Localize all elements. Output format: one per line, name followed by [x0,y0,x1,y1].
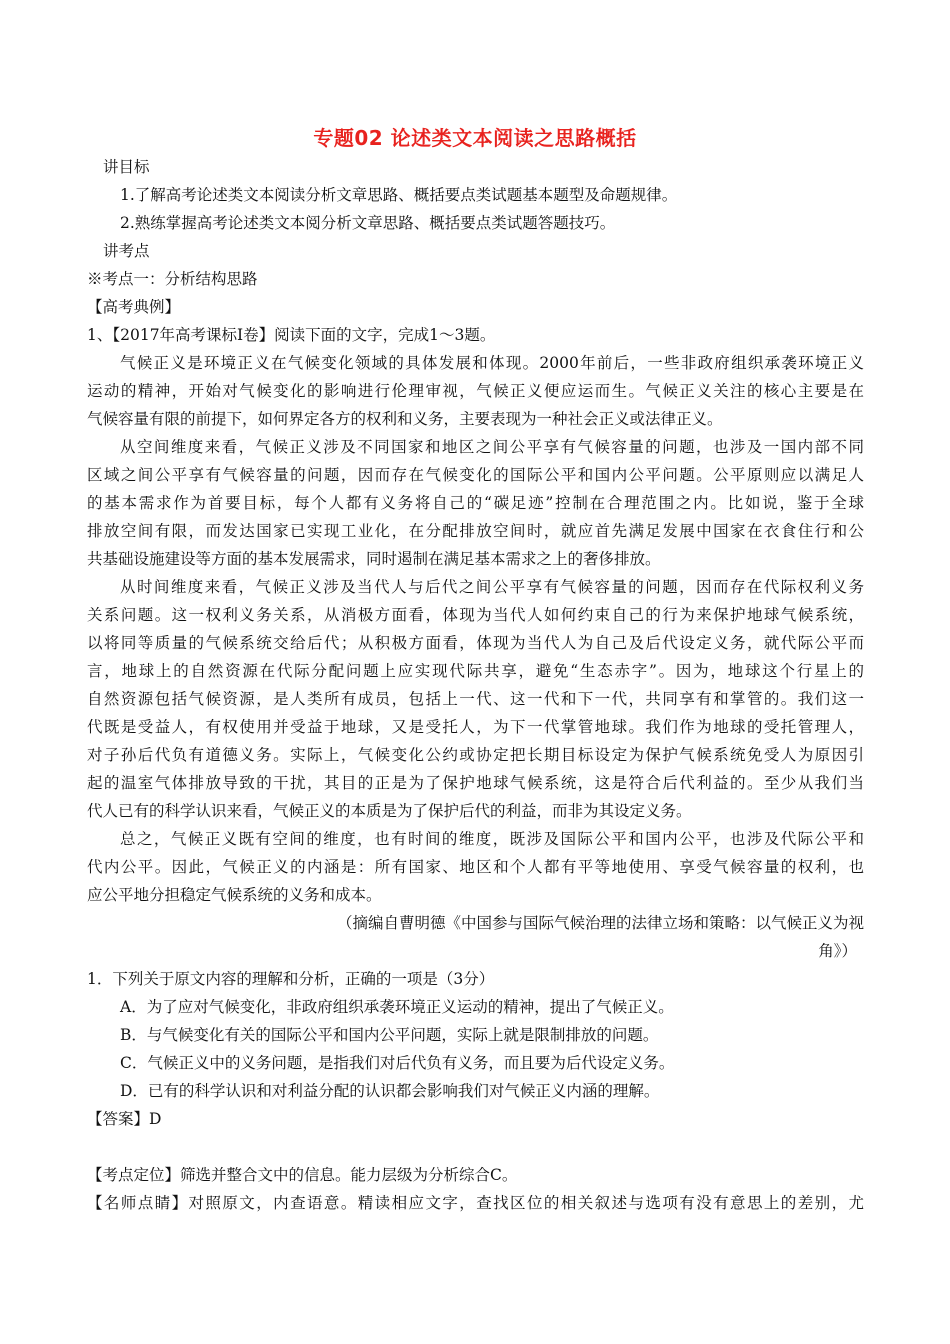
passage-line: 从时间维度来看，气候正义涉及当代人与后代之间公平享有气候容量的问题，因而存在代际权利义务 [120,578,864,596]
question-intro: 1、【2017年高考课标Ⅰ卷】阅读下面的文字，完成1～3题。 [87,326,496,344]
source-line-2: 角》） [818,942,857,960]
passage-line: 气候正义是环境正义在气候变化领域的具体发展和体现。2000年前后，一些非政府组织承袭环境正义 [120,354,864,372]
passage-line: 排放空间有限，而发达国家已实现工业化，在分配排放空间时，就应首先满足发展中国家在衣食住行和公 [87,522,864,540]
passage-line: 气候容量有限的前提下，如何界定各方的权利和义务，主要表现为一种社会正义或法律正义。 [87,410,723,428]
answer: 【答案】D [87,1110,162,1128]
passage-line: 代既是受益人，有权使用并受益于地球，又是受托人，为下一代掌管地球。我们作为地球的受托管理人， [87,718,864,736]
option-b: B．与气候变化有关的国际公平和国内公平问题，实际上就是限制排放的问题。 [120,1026,659,1044]
passage-line: 代人已有的科学认识来看，气候正义的本质是为了保护后代的利益，而非为其设定义务。 [87,802,692,820]
passage-line: 关系问题。这一权利义务关系，从消极方面看，体现为当代人如何约束自己的行为来保护地球气候系统， [87,606,864,624]
passage-line: 从空间维度来看，气候正义涉及不同国家和地区之间公平享有气候容量的问题，也涉及一国内部不同 [120,438,864,456]
mingshi-note: 【名师点睛】对照原文，内查语意。精读相应文字，查找区位的相关叙述与选项有没有意思上的差别，尤 [87,1194,864,1212]
option-d: D．已有的科学认识和对利益分配的认识都会影响我们对气候正义内涵的理解。 [120,1082,660,1100]
passage-line: 对子孙后代负有道德义务。实际上，气候变化公约或协定把长期目标设定为保护气候系统免受人为原因引 [87,746,864,764]
passage-line: 应公平地分担稳定气候系统的义务和成本。 [87,886,382,904]
kaodian-note: 【考点定位】筛选并整合文中的信息。能力层级为分析综合C。 [87,1166,518,1184]
document-title: 专题02 论述类文本阅读之思路概括 [313,126,637,150]
passage-line: 代内公平。因此，气候正义的内涵是：所有国家、地区和个人都有平等地使用、享受气候容量的权利，也 [87,858,864,876]
goal-item-1: 1.了解高考论述类文本阅读分析文章思路、概括要点类试题基本题型及命题规律。 [120,186,678,204]
passage-line: 的基本需求作为首要目标，每个人都有义务将自己的“碳足迹”控制在合理范围之内。比如说，鉴于全球 [87,494,864,512]
passage-line: 起的温室气体排放导致的干扰，其目的正是为了保护地球气候系统，这是符合后代利益的。至少从我们当 [87,774,864,792]
exam-example-heading: 【高考典例】 [87,298,181,316]
passage-line: 言，地球上的自然资源在代际分配问题上应实现代际共享，避免“生态赤字”。因为，地球这个行星上的 [87,662,864,680]
passage-line: 运动的精神，开始对气候变化的影响进行伦理审视，气候正义便应运而生。气候正义关注的核心主要是在 [87,382,864,400]
passage-line: 以将同等质量的气候系统交给后代；从积极方面看，体现为当代人为自己及后代设定义务，就代际公平而 [87,634,864,652]
option-c: C．气候正义中的义务问题，是指我们对后代负有义务，而且要为后代设定义务。 [120,1054,675,1072]
point-heading: 讲考点 [103,242,150,260]
passage-line: 区域之间公平享有气候容量的问题，因而存在气候变化的国际公平和国内公平问题。公平原则应以满足人 [87,466,864,484]
point-1: ※考点一：分析结构思路 [87,270,258,288]
source-line-1: （摘编自曹明德《中国参与国际气候治理的法律立场和策略：以气候正义为视 [336,914,864,932]
passage-line: 自然资源包括气候资源，是人类所有成员，包括上一代、这一代和下一代，共同享有和掌管的。我们这一 [87,690,864,708]
passage-line: 总之，气候正义既有空间的维度，也有时间的维度，既涉及国际公平和国内公平，也涉及代际公平和 [120,830,864,848]
passage-line: 共基础设施建设等方面的基本发展需求，同时遏制在满足基本需求之上的奢侈排放。 [87,550,661,568]
option-a: A．为了应对气候变化，非政府组织承袭环境正义运动的精神，提出了气候正义。 [120,998,674,1016]
goal-item-2: 2.熟练掌握高考论述类文本阅分析文章思路、概括要点类试题答题技巧。 [120,214,616,232]
question-stem: 1．下列关于原文内容的理解和分析，正确的一项是（3分） [87,970,495,988]
goal-heading: 讲目标 [103,158,150,176]
